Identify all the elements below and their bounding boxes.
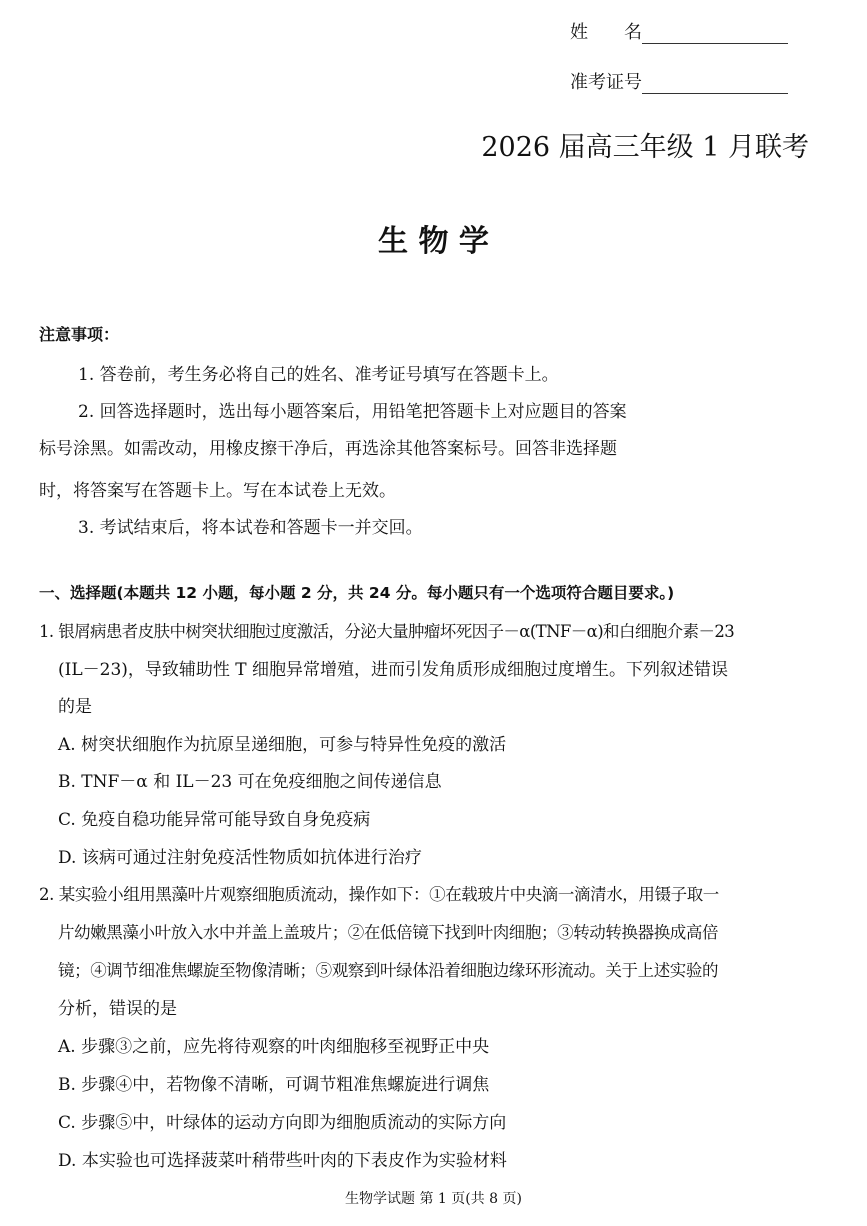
name-blank-line xyxy=(642,21,788,44)
q1-option-d: D. 该病可通过注射免疫活性物质如抗体进行治疗 xyxy=(58,848,422,868)
q2-stem-line-4: 分析，错误的是 xyxy=(58,999,177,1019)
exam-id-field xyxy=(570,68,788,94)
note-2-line-1: 2. 回答选择题时，选出每小题答案后，用铅笔把答题卡上对应题目的答案 xyxy=(78,402,627,422)
name-label: 姓 名 xyxy=(570,22,642,43)
note-2-line-3: 时，将答案写在答题卡上。写在本试卷上无效。 xyxy=(39,481,396,501)
q1-option-c: C. 免疫自稳功能异常可能导致自身免疫病 xyxy=(58,810,371,830)
q2-option-d: D. 本实验也可选择菠菜叶稍带些叶肉的下表皮作为实验材料 xyxy=(58,1151,507,1171)
q1-stem-line-1: 1. 银屑病患者皮肤中树突状细胞过度激活，分泌大量肿瘤坏死因子－α(TNF－α)和白细胞介素－23 xyxy=(39,622,735,641)
note-1: 1. 答卷前，考生务必将自己的姓名、准考证号填写在答题卡上。 xyxy=(78,365,559,385)
exam-title: 2026 届高三年级 1 月联考 xyxy=(481,132,809,163)
q1-stem-line-3: 的是 xyxy=(58,697,92,717)
exam-id-label: 准考证号 xyxy=(570,72,642,93)
q2-option-a: A. 步骤③之前，应先将待观察的叶肉细胞移至视野正中央 xyxy=(58,1037,490,1057)
note-2-line-2: 标号涂黑。如需改动，用橡皮擦干净后，再选涂其他答案标号。回答非选择题 xyxy=(39,439,617,459)
section-heading: 一、选择题(本题共 12 小题，每小题 2 分，共 24 分。每小题只有一个选项符合题目要求。) xyxy=(39,584,675,602)
q1-stem-line-2: (IL－23)，导致辅助性 T 细胞异常增殖，进而引发角质形成细胞过度增生。下列叙述错误 xyxy=(58,660,729,680)
q2-stem-line-2: 片幼嫩黑藻小叶放入水中并盖上盖玻片；②在低倍镜下找到叶肉细胞；③转动转换器换成高倍 xyxy=(58,923,719,942)
q2-option-c: C. 步骤⑤中，叶绿体的运动方向即为细胞质流动的实际方向 xyxy=(58,1113,507,1133)
name-field xyxy=(570,18,788,44)
q2-stem-line-1: 2. 某实验小组用黑藻叶片观察细胞质流动，操作如下：①在载玻片中央滴一滴清水，用镊子取一 xyxy=(39,885,719,904)
q2-option-b: B. 步骤④中，若物像不清晰，可调节粗准焦螺旋进行调焦 xyxy=(58,1075,490,1095)
notes-heading: 注意事项： xyxy=(39,325,120,344)
q1-option-b: B. TNF－α 和 IL－23 可在免疫细胞之间传递信息 xyxy=(58,772,442,792)
q1-option-a: A. 树突状细胞作为抗原呈递细胞，可参与特异性免疫的激活 xyxy=(58,735,507,755)
note-3: 3. 考试结束后，将本试卷和答题卡一并交回。 xyxy=(78,518,423,538)
exam-id-blank-line xyxy=(642,71,788,94)
q2-stem-line-3: 镜；④调节细准焦螺旋至物像清晰；⑤观察到叶绿体沿着细胞边缘环形流动。关于上述实验的 xyxy=(58,961,719,980)
subject-title: 生 物 学 xyxy=(378,224,489,259)
page-footer: 生物学试题 第 1 页(共 8 页) xyxy=(345,1191,522,1207)
